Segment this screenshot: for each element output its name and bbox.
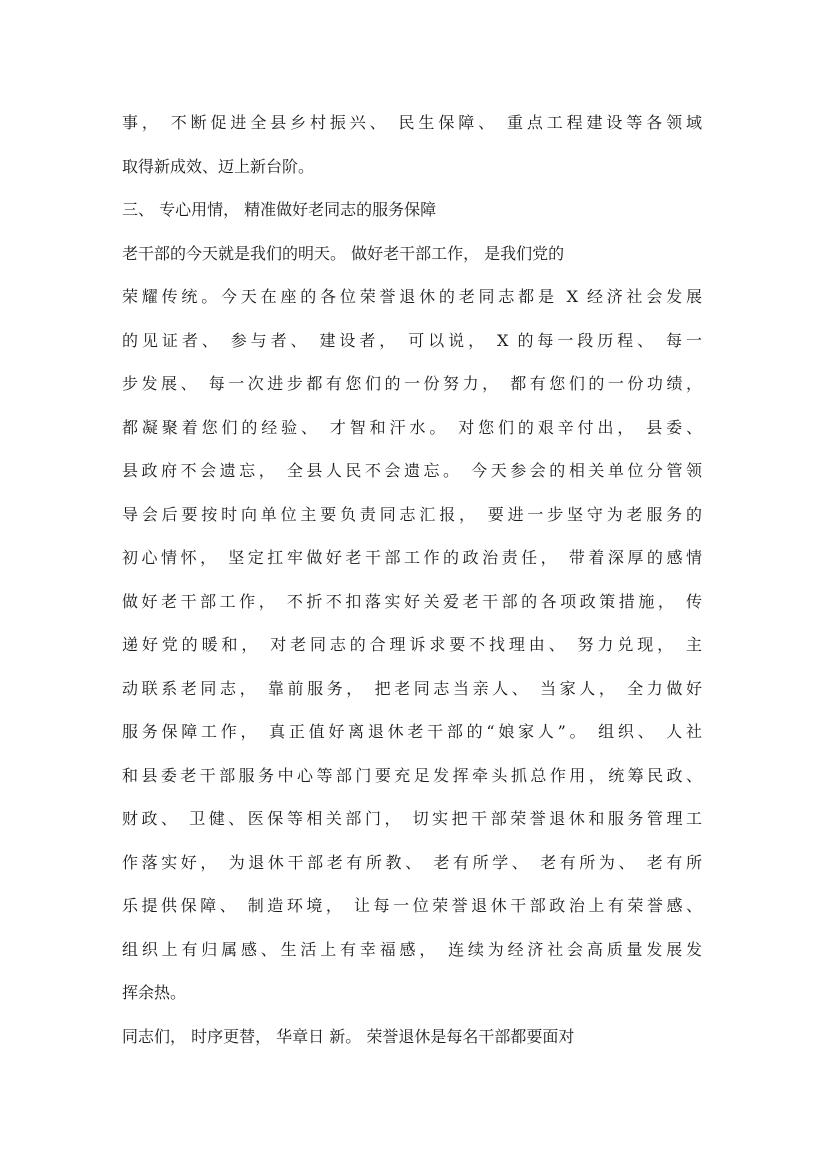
text-line: 初心情怀， 坚定扛牢做好老干部工作的政治责任， 带着深厚的感情 [122,548,702,567]
text-line: 都凝聚着您们的经验、 才智和汗水。 对您们的艰辛付出， 县委、 [122,417,702,437]
text-line: 事， 不断促进全县乡村振兴、 民生保障、 重点工程建设等各领域 [122,113,702,132]
text-line: 荣耀传统。今天在座的各位荣誉退休的老同志都是 X 经济社会发展 [122,287,702,306]
text-line: 取得新成效、迈上新台阶。 [122,156,315,176]
document-body [122,107,702,1064]
text-line: 同志们， 时序更替， 华章日 新。 荣誉退休是每名干部都要面对 [122,1026,575,1046]
text-line: 和县委老干部服务中心等部门要充足发挥牵头抓总作用，统筹民政、 [122,765,702,785]
text-line: 挥余热。 [122,983,187,1002]
text-line: 乐提供保障、 制造环境， 让每一位荣誉退休干部政治上有荣誉感、 [122,896,702,915]
text-line: 服务保障工作， 真正值好离退休老干部的“娘家人”。 组织、 人社 [122,722,702,741]
text-line: 递好党的暖和， 对老同志的合理诉求要不找理由、 努力兑现， 主 [122,635,702,654]
text-line: 动联系老同志， 靠前服务， 把老同志当亲人、 当家人， 全力做好 [122,678,702,698]
text-line: 组织上有归属感、生活上有幸福感， 连续为经济社会高质量发展发 [122,939,702,959]
text-line: 做好老干部工作， 不折不扣落实好关爱老干部的各项政策措施， 传 [122,591,702,611]
text-line: 县政府不会遗忘， 全县人民不会遗忘。 今天参会的相关单位分管领 [122,461,702,480]
text-line: 的见证者、 参与者、 建设者， 可以说， X 的每一段历程、 每一 [122,330,702,350]
text-line: 三、 专心用情， 精准做好老同志的服务保障 [122,200,437,219]
text-line: 财政、 卫健、医保等相关部门， 切实把干部荣誉退休和服务管理工 [122,809,702,828]
text-line: 老干部的今天就是我们的明天。 做好老干部工作， 是我们党的 [122,243,565,263]
text-line: 步发展、 每一次进步都有您们的一份努力， 都有您们的一份功绩， [122,374,702,393]
text-line: 导会后要按时向单位主要负责同志汇报， 要进一步坚守为老服务的 [122,504,702,524]
text-line: 作落实好， 为退休干部老有所教、 老有所学、 老有所为、 老有所 [122,852,702,872]
